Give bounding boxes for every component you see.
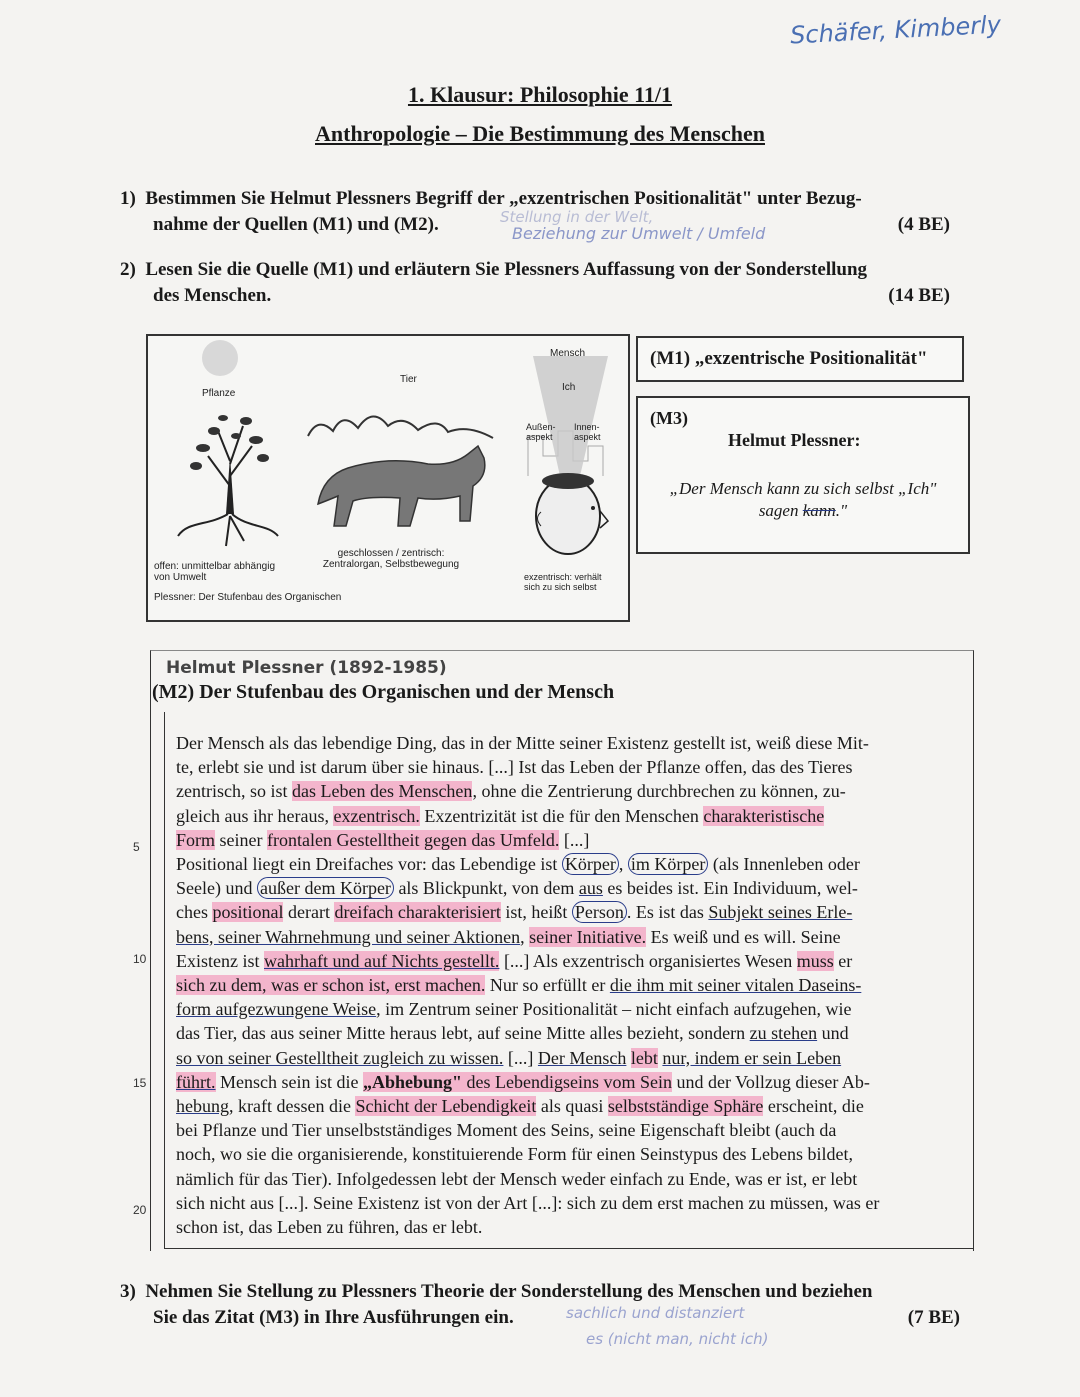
m3-label: (M3) — [650, 408, 688, 428]
page-title: 1. Klausur: Philosophie 11/1 — [407, 82, 673, 107]
page-subtitle: Anthropologie – Die Bestimmung des Menschen — [315, 121, 765, 146]
label-pflanze: Pflanze — [202, 388, 236, 399]
m1-title: (M1) „exzentrische Positionalität" — [650, 348, 928, 369]
figure-caption: Plessner: Der Stufenbau des Organischen — [154, 592, 342, 603]
handwritten-note: es (nicht man, nicht ich) — [586, 1330, 769, 1348]
task-text: des Menschen. — [153, 285, 272, 306]
caption-animal: geschlossen / zentrisch: Zentralorgan, Selbstbewegung — [322, 548, 460, 570]
task-number: 3) — [120, 1281, 136, 1302]
line-number: 10 — [133, 952, 147, 966]
m2-author: Helmut Plessner (1892-1985) — [166, 658, 447, 678]
handwritten-note: Beziehung zur Umwelt / Umfeld — [512, 224, 766, 243]
m3-quote: „Der Mensch kann zu sich selbst „Ich" sagen kann." — [669, 479, 937, 520]
task-2 — [120, 257, 960, 309]
caption-plant: offen: unmittelbar abhängig von Umwelt — [154, 561, 276, 583]
handwritten-note: sachlich und distanziert — [566, 1304, 745, 1322]
task-text: Sie das Zitat (M3) in Ihre Ausführungen ein. — [153, 1307, 514, 1328]
label-tier: Tier — [400, 374, 417, 385]
label-mensch: Mensch — [550, 348, 586, 359]
m3-author: Helmut Plessner: — [728, 430, 861, 450]
line-number: 20 — [133, 1203, 147, 1217]
task-number: 1) — [120, 188, 136, 209]
label-innenaspekt: Innen-aspekt — [574, 422, 601, 442]
task-text: Bestimmen Sie Helmut Plessners Begriff der „exzentrischen Positionalität" unter Bezug- — [145, 188, 862, 209]
task-text: Nehmen Sie Stellung zu Plessners Theorie der Sonderstellung des Menschen und beziehen — [145, 1281, 873, 1302]
task-points: (14 BE) — [888, 285, 950, 306]
task-3 — [120, 1279, 962, 1331]
label-aussenaspekt: Außen-aspekt — [526, 422, 556, 442]
m3-box — [636, 396, 970, 554]
m2-title: (M2) Der Stufenbau des Organischen und der Mensch — [152, 681, 615, 703]
task-number: 2) — [120, 259, 136, 280]
line-number: 15 — [133, 1076, 147, 1090]
line-number: 5 — [133, 840, 140, 854]
figure-stufenbau — [146, 334, 630, 622]
struck-word: kann — [802, 501, 836, 520]
m1-box — [636, 336, 964, 382]
caption-human: exzentrisch: verhält sich zu sich selbst — [524, 572, 602, 592]
m2-body-text: Der Mensch als das lebendige Ding, das in der Mitte seiner Existenz gestellt ist, weiß diese Mit- te, erlebt sie und ist darum über sie hinaus. [...] Ist das Leben der Pflanze offen, das des Tieres zentrisch, so ist das Leben des Menschen, ohne die Zentrierung durchbrechen zu können, zu- gleich aus ihr heraus, exzentrisch. Exzentrizität ist die für den Menschen charakteristische Form seiner frontalen Gestelltheit gegen das Umfeld. [...] Positional liegt ein Dreifaches vor: das Lebendige ist Körper , im Körper (als Innenleben oder Seele) und außer dem Körper als Blickpunkt, von dem aus es beides ist. Ein Individuum, wel- ches positional derart dreifach charakterisiert ist, heißt Person . Es ist das Subjekt seines Erle- bens, seiner Wahrnehmung und seiner Aktionen, seiner Initiative. Es weiß und es will. Seine Existenz ist wahrhaft und auf Nichts gestellt. [...] Als exzentrisch organisiertes Wesen muss er sich zu dem, was er schon ist, erst machen. Nur so erfüllt er die ihm mit seiner vitalen Daseins- form aufgezwungene Weise, im Zentrum seiner Positionalität – nicht einfach aufzugehen, wie das Tier, das aus seiner Mitte heraus lebt, auf seine Mitte alles bezieht, sondern zu stehen und so von seiner Gestelltheit zugleich zu wissen. [...] Der Mensch lebt nur, indem er sein Leben führt. Mensch sein ist die „Abhebung" des Lebendigseins vom Sein und der Vollzug dieser Ab- hebung, kraft dessen die Schicht der Lebendigkeit als quasi selbstständige Sphäre erscheint, die bei Pflanze und Tier unselbstständiges Moment des Seins, seine Eigenschaft bleibt (auch da noch, wo sie die organisierende, konstituierende Form für einen Seinstypus des Lebens bildet, nämlich für das Tier). Infolgedessen lebt der Mensch weder einfach zu Ende, was er ist, er lebt sich nicht aus [...]. Seine Existenz ist von der Art [...]: sich zu dem erst machen zu müssen, was er schon ist, das Leben zu führen, das er lebt. — [176, 733, 880, 1238]
label-ich: Ich — [562, 382, 576, 393]
task-text: Lesen Sie die Quelle (M1) und erläutern Sie Plessners Auffassung von der Sonderstellung — [145, 259, 868, 280]
task-points: (7 BE) — [907, 1307, 960, 1328]
handwritten-name: Schäfer, Kimberly — [789, 10, 1002, 50]
task-text: nahme der Quellen (M1) und (M2). — [153, 214, 439, 235]
handwritten-note: Stellung in der Welt, — [500, 208, 654, 226]
task-points: (4 BE) — [897, 214, 950, 235]
